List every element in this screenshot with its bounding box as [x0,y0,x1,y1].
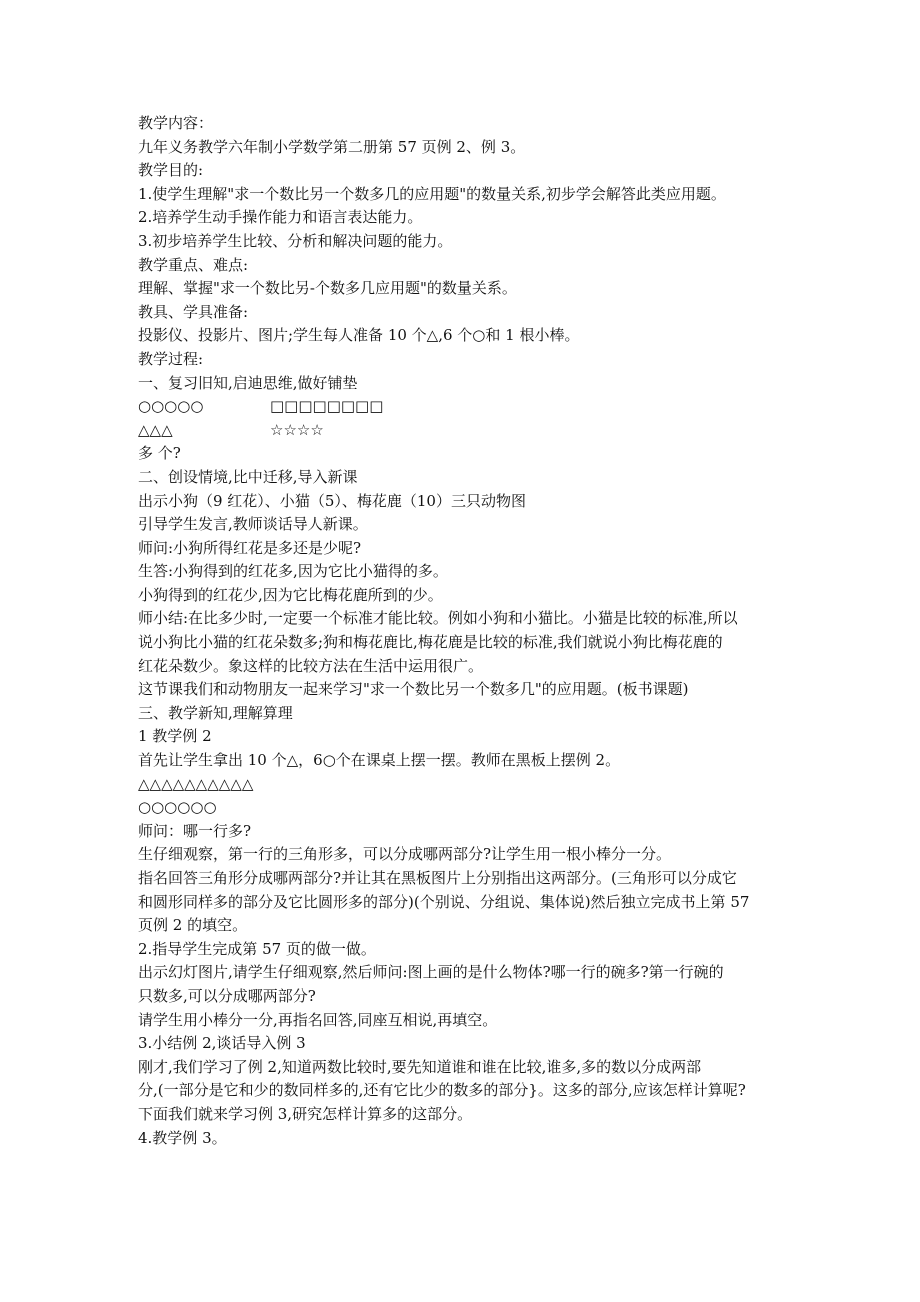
text-line: 1.使学生理解"求一个数比另一个数多几的应用题"的数量关系,初步学会解答此类应用题。 [138,184,726,203]
text-line: 出示小狗（9 红花）、小猫（5）、梅花鹿（10）三只动物图 [138,491,526,510]
section-heading: 二、创设情境,比中迁移,导入新课 [138,467,358,486]
text-line: 生仔细观察，第一行的三角形多，可以分成哪两部分?让学生用一根小棒分一分。 [138,845,672,864]
text-line: 小狗得到的红花少,因为它比梅花鹿所到的少。 [138,585,443,604]
text-line: 3.初步培养学生比较、分析和解决问题的能力。 [138,231,453,250]
text-line: 4.教学例 3。 [138,1128,227,1147]
section-heading: 一、复习旧知,启迪思维,做好铺垫 [138,373,358,392]
heading-process: 教学过程: [138,349,204,368]
text-line: 下面我们就来学习例 3,研究怎样计算多的这部分。 [138,1104,473,1123]
squares-shapes: □□□□□□□□ [270,397,384,416]
shape-row [138,419,788,443]
section-heading: 三、教学新知,理解算理 [138,703,293,722]
text-line: 师问:小狗所得红花是多还是少呢? [138,538,362,557]
text-line: 理解、掌握"求一个数比另-个数多几应用题"的数量关系。 [138,279,517,298]
shape-row [138,395,788,419]
circles-shapes: ○○○○○ [138,397,204,416]
text-line: 1 教学例 2 [138,727,212,746]
text-line: 刚才,我们学习了例 2,知道两数比较时,要先知道谁和谁在比较,谁多,多的数以分成两部 [138,1057,702,1076]
text-line: 首先让学生拿出 10 个△，6○个在课桌上摆一摆。教师在黑板上摆例 2。 [138,751,621,770]
text-line: 引导学生发言,教师谈话导人新课。 [138,515,368,534]
text-line: 2.指导学生完成第 57 页的做一做。 [138,939,376,958]
heading-objectives: 教学目的: [138,161,204,180]
text-line: 这节课我们和动物朋友一起来学习"求一个数比另一个数多几"的应用题。(板书课题) [138,680,689,699]
text-line: 九年义务教学六年制小学数学第二册第 57 页例 2、例 3。 [138,137,526,156]
heading-key-points: 教学重点、难点: [138,255,249,274]
text-line: 出示幻灯图片,请学生仔细观察,然后师问:图上画的是什么物体?哪一行的碗多?第一行碗的 [138,963,724,982]
text-line: 3.小结例 2,谈话导入例 3 [138,1034,306,1053]
text-line: 投影仪、投影片、图片;学生每人准备 10 个△,6 个○和 1 根小棒。 [138,326,580,345]
triangles-shapes: △△△ [138,420,173,439]
stars-shapes: ☆☆☆☆ [270,420,324,439]
text-line: 请学生用小棒分一分,再指名回答,同座互相说,再填空。 [138,1010,498,1029]
text-line: 师问：哪一行多? [138,821,252,840]
circles-row: ○○○○○○ [138,798,217,817]
text-line: 红花朵数少。象这样的比较方法在生活中运用很广。 [138,656,484,675]
text-line: 只数多,可以分成哪两部分? [138,986,316,1005]
text-line: 师小结:在比多少时,一定要一个标准才能比较。例如小狗和小猫比。小猫是比较的标准,所以 [138,609,738,628]
document-body [138,112,788,1150]
text-line: 指名回答三角形分成哪两部分?并让其在黑板图片上分别指出这两部分。(三角形可以分成它 [138,869,737,887]
text-line: 生答:小狗得到的红花多,因为它比小猫得的多。 [138,562,448,581]
text-line: 页例 2 的填空。 [138,916,248,935]
text-line: 和圆形同样多的部分及它比圆形多的部分)(个别说、分组说、集体说)然后独立完成书上第 57 [138,892,750,911]
text-line: 2.培养学生动手操作能力和语言表达能力。 [138,208,423,227]
text-line: 多 个? [138,444,181,463]
text-line: 分,(一部分是它和少的数同样多的,还有它比少的数多的部分}。这多的部分,应该怎样计算呢? [138,1081,746,1100]
triangles-row: △△△△△△△△△△ [138,774,254,793]
text-line: 说小狗比小猫的红花朵数多;狗和梅花鹿比,梅花鹿是比较的标准,我们就说小狗比梅花鹿的 [138,633,723,652]
heading-materials: 教具、学具准备: [138,302,249,321]
heading-content: 教学内容： [138,114,214,132]
